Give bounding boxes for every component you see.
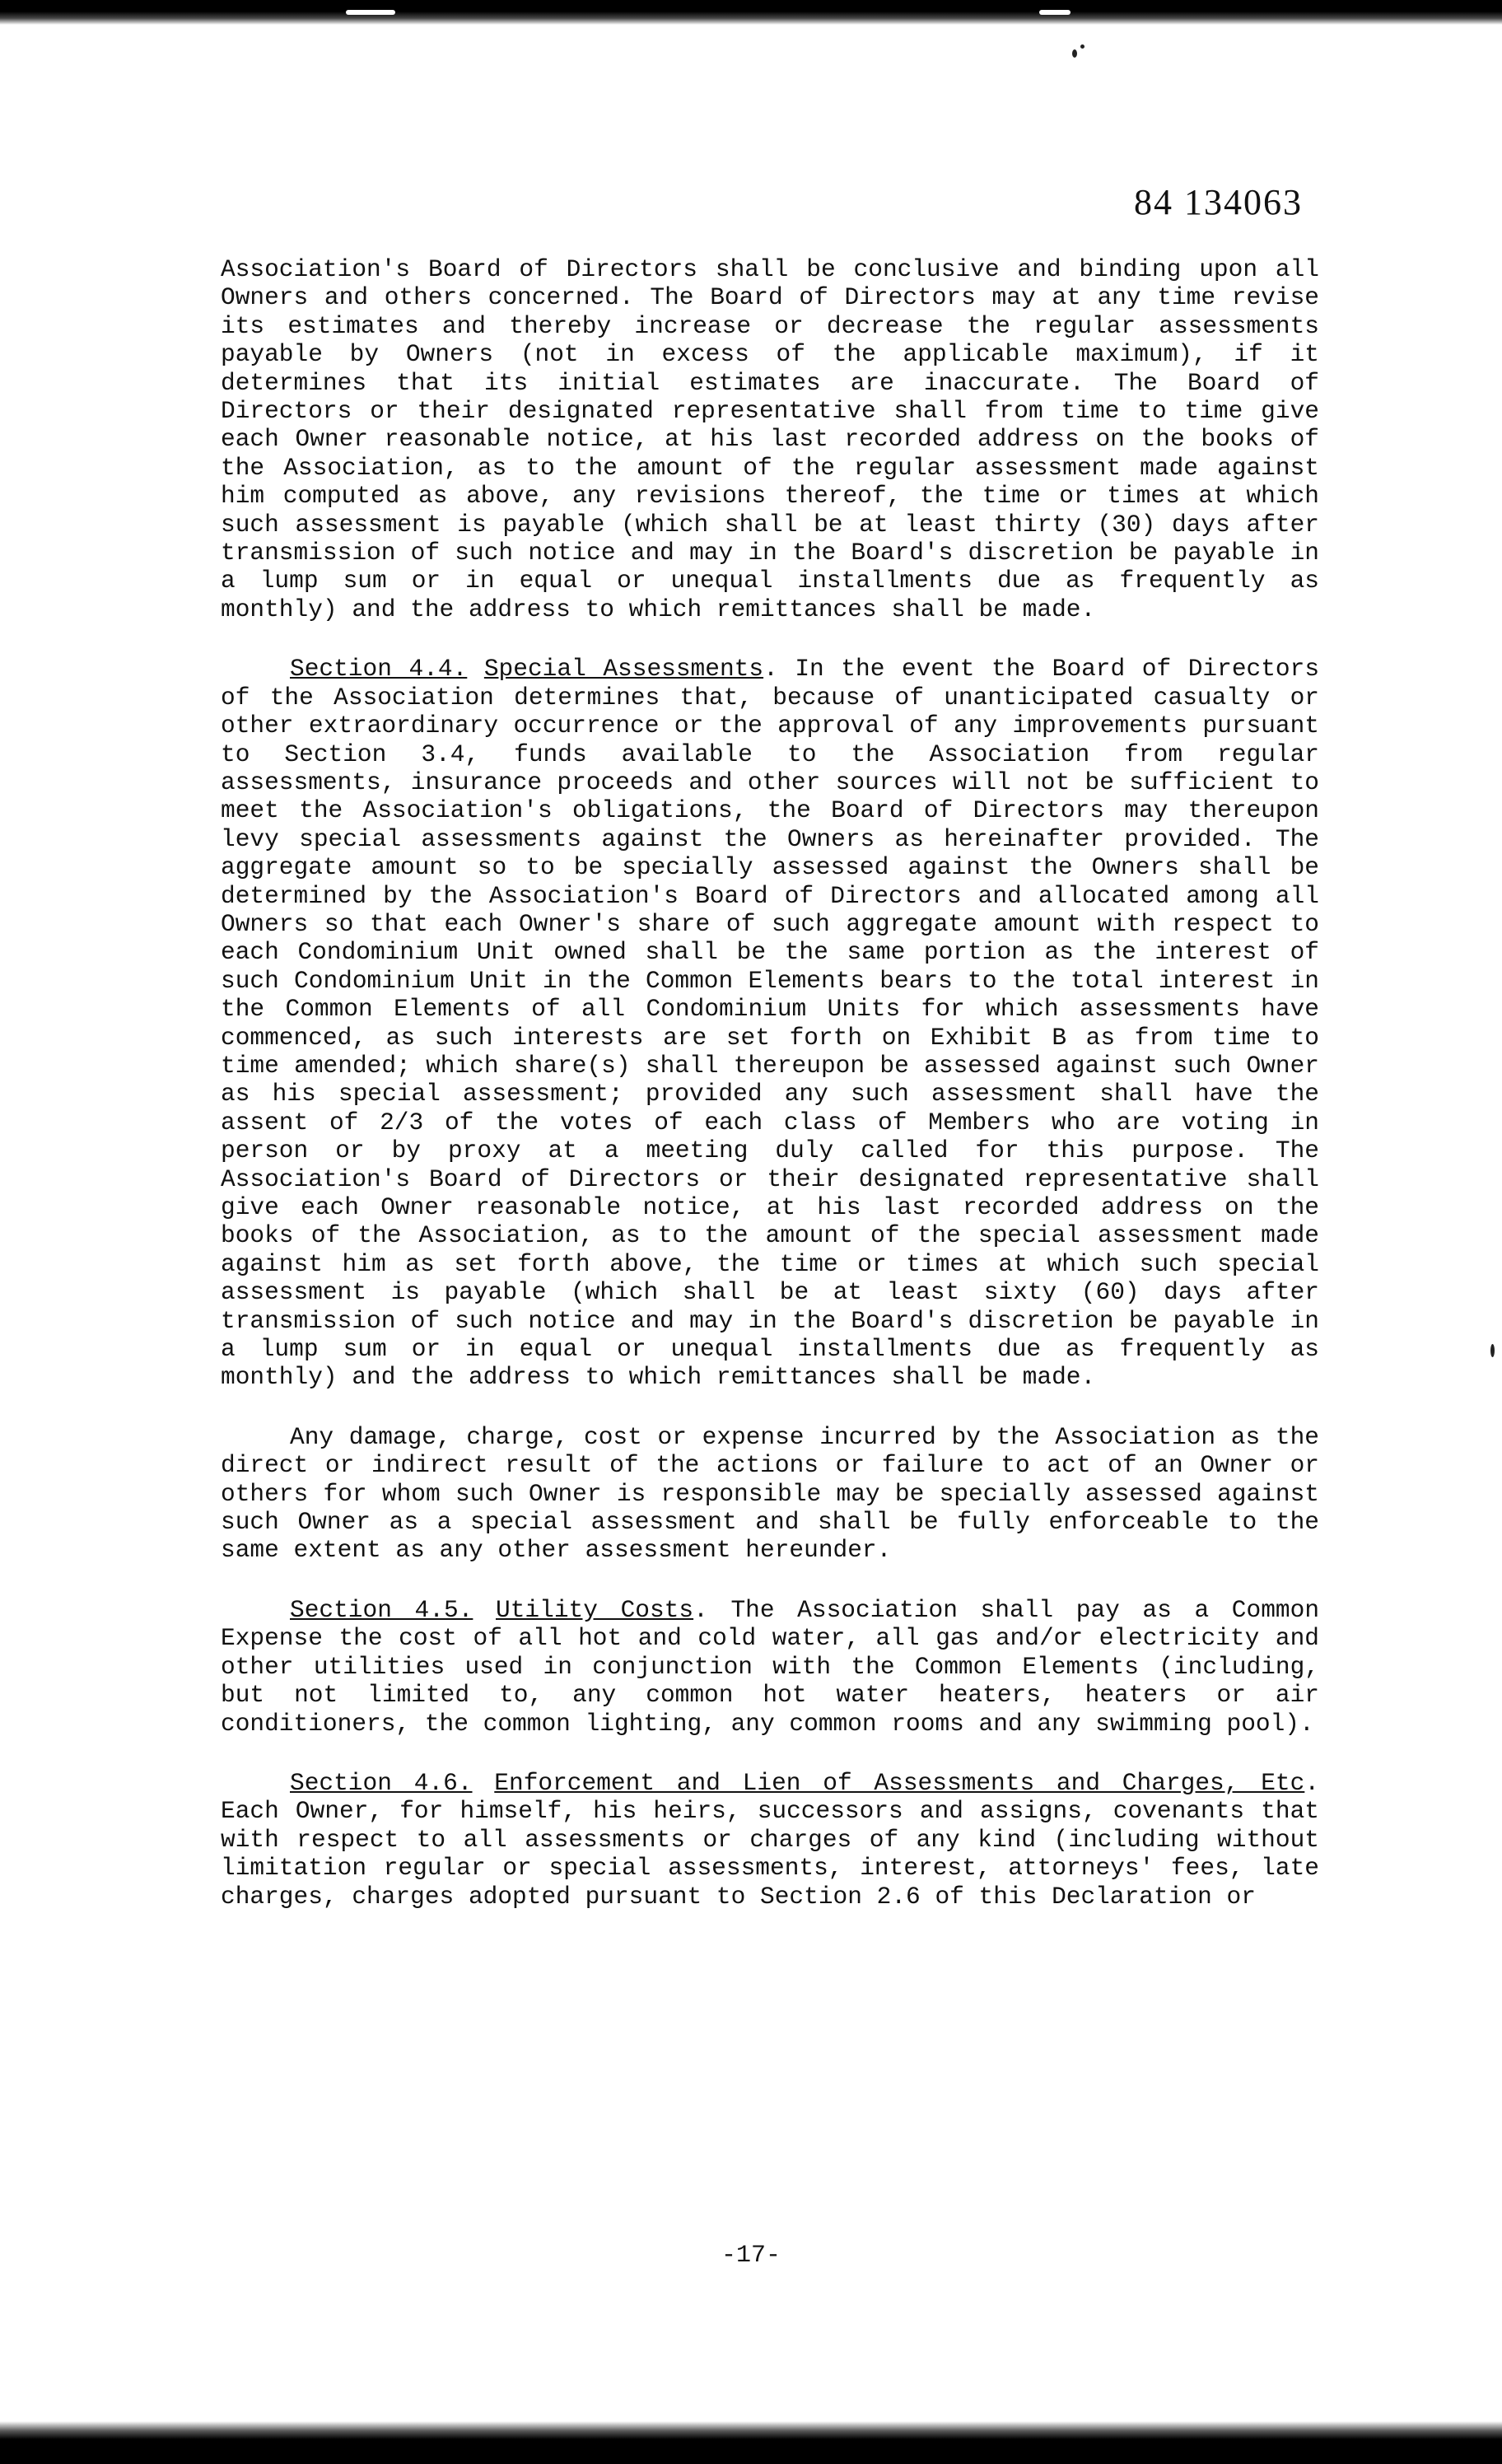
paragraph-text: Any damage, charge, cost or expense incurred by the Association as the direct or indirect result of the actions or failure to act of an Owner or others for whom such Owner is responsible may be specially assessed against such Owner as a special assessment and shall be fully enforceable to the same extent as any other assessment hereunder. (221, 1422, 1319, 1565)
scan-border-bottom (0, 2421, 1502, 2464)
section-heading: Utility Costs (496, 1595, 694, 1624)
paragraph-text: Each Owner, for himself, his heirs, successors and assigns, covenants that with respect to all assessments or charges of any kind (including without limitation regular or special assessments, interest, attorneys' fees, late charges, charges adopted pursuant to Section 2.6 of this Declaration or (221, 1797, 1319, 1911)
scan-border-top (0, 0, 1502, 25)
paragraph-damage-charges (221, 1423, 1319, 1565)
section-number: Section 4.6. (290, 1768, 473, 1797)
paragraph-section-4-5: Section 4.5. Utility Costs. The Association shall pay as a Common Expense the cost of all hot and cold water, all gas and/or electricity and other utilities used in conjunction with the Common Elements (including, but not limited to, any common hot water heaters, heaters or air conditioners, the common lighting, any common rooms and any swimming pool). (221, 1595, 1320, 1738)
paragraph-text: In the event the Board of Directors of the Association determines that, because of unanticipated casualty or other extraordinary occurrence or the approval of any improvements pursuant to Section 3.4, funds available to the Association from regular assessments, insurance proceeds and other sources will not be sufficient to meet the Association's obligations, the Board of Directors may thereupon levy special assessments against the Owners as hereinafter provided. The aggregate amount so to be specially assessed against the Owners shall be determined by the Association's Board of Directors and allocated among all Owners so that each Owner's share of such aggregate amount with respect to each Condominium Unit owned shall be the same portion as the interest of such Condominium Unit in the Common Elements bears to the total interest in the Common Elements of all Condominium Units for which assessments have commenced, as such interests are set forth on Exhibit B as from time to time amended; which share(s) shall thereupon be assessed against such Owner as his special assessment; provided any such assessment shall have the assent of 2/3 of the votes of each class of Members who are voting in person or by proxy at a meeting duly called for this purpose. The Association's Board of Directors or their designated representative shall give each Owner reasonable notice, at his last recorded address on the books of the Association, as to the amount of the special assessment made against him as set forth above, the time or times at which such special assessment is payable (which shall be at least sixty (60) days after transmission of such notice and may in the Board's discretion be payable in a lump sum or in equal or unequal installments due as frequently as monthly) and the address to which remittances shall be made. (221, 655, 1320, 1392)
paragraph-section-4-4: Section 4.4. Special Assessments. In the event the Board of Directors of the Association determines that, because of unanticipated casualty or other extraordinary occurrence or the approval of any improvements pursuant to Section 3.4, funds available to the Association from regular assessments, insurance proceeds and other sources will not be sufficient to meet the Association's obligations, the Board of Directors may thereupon levy special assessments against the Owners as hereinafter provided. The aggregate amount so to be specially assessed against the Owners shall be determined by the Association's Board of Directors and allocated among all Owners so that each Owner's share of such aggregate amount with respect to each Condominium Unit owned shall be the same portion as the interest of such Condominium Unit in the Common Elements bears to the total interest in the Common Elements of all Condominium Units for which assessments have commenced, as such interests are set forth on Exhibit B as from time to time amended; which share(s) shall thereupon be assessed against such Owner as his special assessment; provided any such assessment shall have the assent of 2/3 of the votes of each class of Members who are voting in person or by proxy at a meeting duly called for this purpose. The Association's Board of Directors or their designated representative shall give each Owner reasonable notice, at his last recorded address on the books of the Association, as to the amount of the special assessment made against him as set forth above, the time or times at which such special assessment is payable (which shall be at least sixty (60) days after transmission of such notice and may in the Board's discretion be payable in a lump sum or in equal or unequal installments due as frequently as monthly) and the address to which remittances shall be made. (221, 655, 1320, 1392)
scan-speck (1072, 49, 1077, 58)
document-number: 84 134063 (1134, 182, 1303, 222)
paragraph-section-4-6: Section 4.6. Enforcement and Lien of Assessments and Charges, Etc. Each Owner, for himself, his heirs, successors and assigns, covenants that with respect to all assessments or charges of any kind (including without limitation regular or special assessments, interest, attorneys' fees, late charges, charges adopted pursuant to Section 2.6 of this Declaration or (221, 1768, 1320, 1911)
section-number: Section 4.5. (290, 1595, 473, 1624)
paragraph-text: The Association shall pay as a Common Expense the cost of all hot and cold water, all gas and/or electricity and other utilities used in conjunction with the Common Elements (including, but not limited to, any common hot water heaters, heaters or air conditioners, the common lighting, any common rooms and any swimming pool). (221, 1595, 1320, 1738)
paragraph-assessment-notice (221, 255, 1319, 623)
document-body (221, 255, 1319, 1942)
section-heading: Enforcement and Lien of Assessments and Charges, Etc (494, 1768, 1305, 1797)
scan-speck (1490, 1344, 1495, 1357)
section-heading: Special Assessments (483, 655, 764, 684)
page-number: -17- (721, 2242, 781, 2270)
paragraph-text: Association's Board of Directors shall be conclusive and binding upon all Owners and others concerned. The Board of Directors may at any time revise its estimates and thereby increase or decrease the regular assessments payable by Owners (not in excess of the applicable maximum), if it determines that its initial estimates are inaccurate. The Board of Directors or their designated representative shall from time to time give each Owner reasonable notice, at his last recorded address on the books of the Association, as to the amount of the regular assessment made against him computed as above, any revisions thereof, the time or times at which such assessment is payable (which shall be at least thirty (30) days after transmission of such notice and may in the Board's discretion be payable in a lump sum or in equal or unequal installments due as frequently as monthly) and the address to which remittances shall be made. (221, 255, 1319, 623)
section-number: Section 4.4. (290, 655, 468, 684)
scan-speck (1080, 44, 1085, 49)
